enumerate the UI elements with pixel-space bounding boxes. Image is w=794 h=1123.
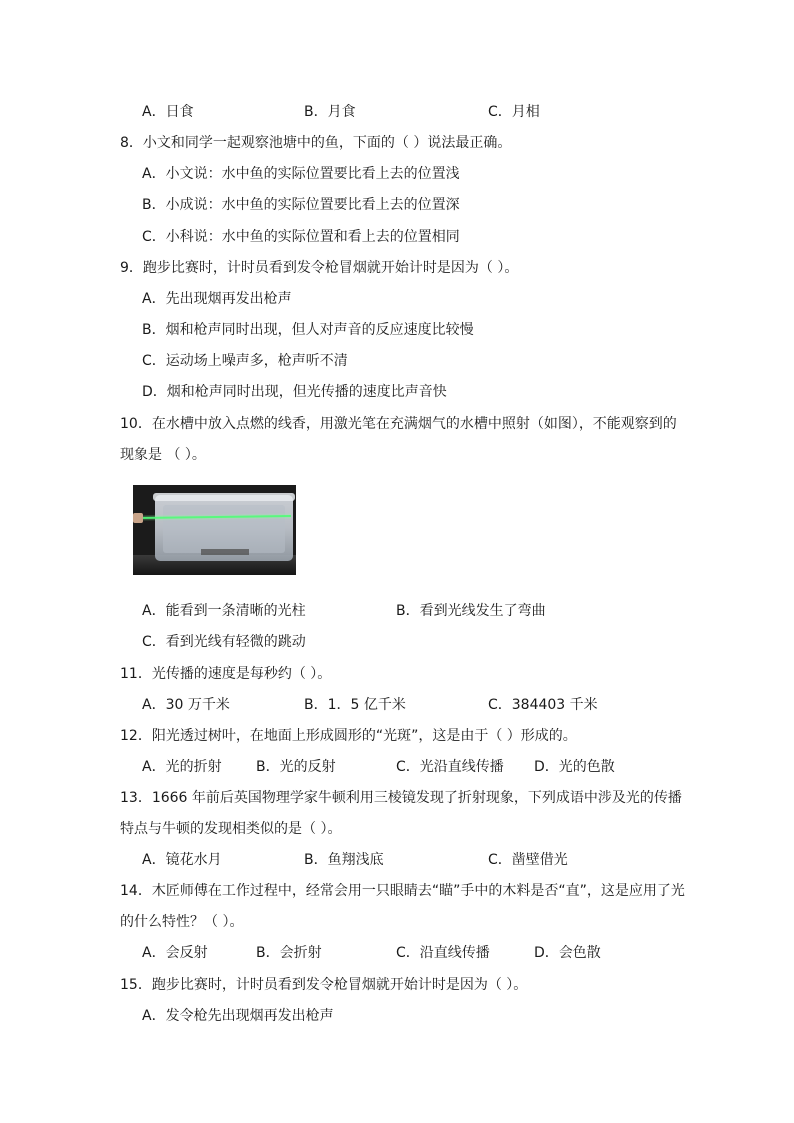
q13-option-b: B．鱼翔浅底	[304, 852, 384, 868]
q14-option-c: C．沿直线传播	[396, 945, 490, 961]
q11-option-c: C．384403 千米	[488, 697, 598, 713]
q12-stem: 12．阳光透过树叶，在地面上形成圆形的“光斑”，这是由于（ ）形成的。	[120, 728, 577, 744]
q7-option-c: C．月相	[488, 104, 540, 120]
q8-option-b: B．小成说：水中鱼的实际位置要比看上去的位置深	[142, 197, 460, 213]
q15-option-a: A．发令枪先出现烟再发出枪声	[142, 1008, 334, 1024]
q10-stem-line1: 10．在水槽中放入点燃的线香，用激光笔在充满烟气的水槽中照射（如图），不能观察到的	[120, 416, 677, 432]
laser-tank-photo	[133, 485, 296, 575]
q9-option-a: A．先出现烟再发出枪声	[142, 291, 292, 307]
q10-stem-line2: 现象是 （ ）。	[120, 447, 206, 463]
q11-stem: 11．光传播的速度是每秒约（ ）。	[120, 666, 332, 682]
q14-option-a: A．会反射	[142, 945, 208, 961]
q12-option-d: D．光的色散	[534, 759, 615, 775]
q12-option-c: C．光沿直线传播	[396, 759, 504, 775]
q9-option-b: B．烟和枪声同时出现，但人对声音的反应速度比较慢	[142, 322, 474, 338]
q8-option-c: C．小科说：水中鱼的实际位置和看上去的位置相同	[142, 229, 460, 245]
q14-stem-line2: 的什么特性？（ ）。	[120, 914, 244, 930]
q9-stem: 9．跑步比赛时，计时员看到发令枪冒烟就开始计时是因为（ ）。	[120, 260, 519, 276]
q13-stem-line2: 特点与牛顿的发现相类似的是（ ）。	[120, 821, 342, 837]
q15-stem: 15．跑步比赛时，计时员看到发令枪冒烟就开始计时是因为（ ）。	[120, 977, 528, 993]
q10-option-c: C．看到光线有轻微的跳动	[142, 634, 306, 650]
q8-stem: 8．小文和同学一起观察池塘中的鱼，下面的（ ）说法最正确。	[120, 135, 512, 151]
q9-option-c: C．运动场上噪声多，枪声听不清	[142, 353, 348, 369]
q14-option-d: D．会色散	[534, 945, 601, 961]
q13-option-c: C．凿壁借光	[488, 852, 568, 868]
q12-option-a: A．光的折射	[142, 759, 222, 775]
q12-option-b: B．光的反射	[256, 759, 336, 775]
q7-option-a: A．日食	[142, 104, 194, 120]
q13-option-a: A．镜花水月	[142, 852, 222, 868]
q14-stem-line1: 14．木匠师傅在工作过程中，经常会用一只眼睛去“瞄”手中的木料是否“直”，这是应用了光	[120, 883, 685, 899]
q7-option-b: B．月食	[304, 104, 356, 120]
q10-option-a: A．能看到一条清晰的光柱	[142, 603, 306, 619]
q11-option-a: A．30 万千米	[142, 697, 230, 713]
q9-option-d: D．烟和枪声同时出现，但光传播的速度比声音快	[142, 384, 447, 400]
q11-option-b: B．1．5 亿千米	[304, 697, 406, 713]
q10-option-b: B．看到光线发生了弯曲	[396, 603, 546, 619]
laser-tank-illustration	[133, 485, 296, 575]
q13-stem-line1: 13．1666 年前后英国物理学家牛顿利用三棱镜发现了折射现象，下列成语中涉及光的传播	[120, 790, 682, 806]
q8-option-a: A．小文说：水中鱼的实际位置要比看上去的位置浅	[142, 166, 460, 182]
q14-option-b: B．会折射	[256, 945, 322, 961]
